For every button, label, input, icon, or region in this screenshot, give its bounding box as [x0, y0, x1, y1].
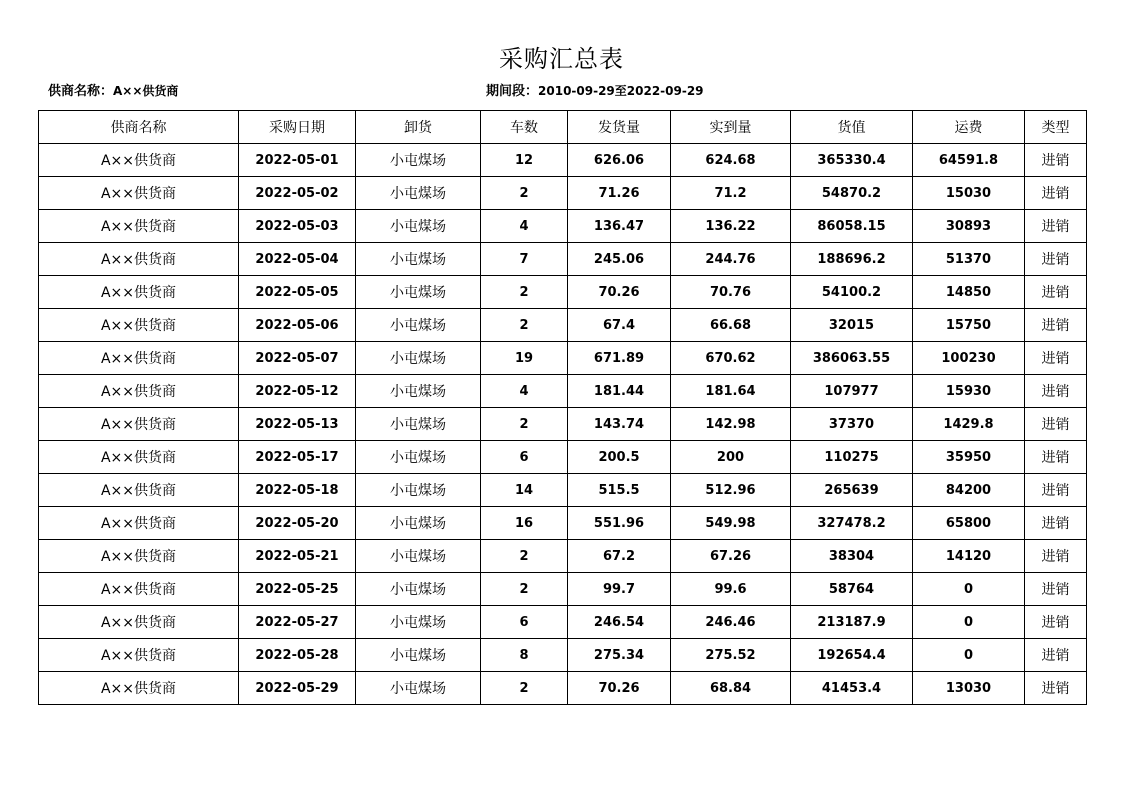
trucks-cell: 4 — [481, 375, 568, 408]
shipped-cell: 67.4 — [568, 309, 671, 342]
trucks-cell: 4 — [481, 210, 568, 243]
supplier-cell: A××供货商 — [39, 276, 239, 309]
date-cell: 2022-05-28 — [239, 639, 356, 672]
freight-cell: 51370 — [913, 243, 1025, 276]
type-cell: 进销 — [1025, 342, 1087, 375]
received-cell: 512.96 — [671, 474, 791, 507]
date-cell: 2022-05-04 — [239, 243, 356, 276]
received-cell: 246.46 — [671, 606, 791, 639]
unload-cell: 小屯煤场 — [356, 144, 481, 177]
type-cell: 进销 — [1025, 144, 1087, 177]
type-cell: 进销 — [1025, 474, 1087, 507]
type-cell: 进销 — [1025, 177, 1087, 210]
received-cell: 70.76 — [671, 276, 791, 309]
supplier-cell: A××供货商 — [39, 144, 239, 177]
shipped-cell: 200.5 — [568, 441, 671, 474]
header-freight: 运费 — [913, 111, 1025, 144]
value-cell: 41453.4 — [791, 672, 913, 705]
table-row — [39, 210, 1087, 243]
shipped-cell: 67.2 — [568, 540, 671, 573]
unload-cell: 小屯煤场 — [356, 507, 481, 540]
table-row — [39, 177, 1087, 210]
table-row — [39, 342, 1087, 375]
trucks-cell: 2 — [481, 540, 568, 573]
unload-cell: 小屯煤场 — [356, 309, 481, 342]
table-row — [39, 507, 1087, 540]
shipped-cell: 70.26 — [568, 672, 671, 705]
received-cell: 670.62 — [671, 342, 791, 375]
supplier-cell: A××供货商 — [39, 408, 239, 441]
value-cell: 110275 — [791, 441, 913, 474]
supplier-cell: A××供货商 — [39, 177, 239, 210]
period-field — [486, 82, 704, 101]
value-cell: 192654.4 — [791, 639, 913, 672]
unload-cell: 小屯煤场 — [356, 639, 481, 672]
trucks-cell: 6 — [481, 441, 568, 474]
shipped-cell: 181.44 — [568, 375, 671, 408]
header-shipped-qty: 发货量 — [568, 111, 671, 144]
period-value: 2010-09-29至2022-09-29 — [538, 84, 704, 98]
freight-cell: 65800 — [913, 507, 1025, 540]
shipped-cell: 143.74 — [568, 408, 671, 441]
value-cell: 32015 — [791, 309, 913, 342]
unload-cell: 小屯煤场 — [356, 573, 481, 606]
supplier-cell: A××供货商 — [39, 573, 239, 606]
shipped-cell: 136.47 — [568, 210, 671, 243]
type-cell: 进销 — [1025, 507, 1087, 540]
table-row — [39, 441, 1087, 474]
header-truck-count: 车数 — [481, 111, 568, 144]
date-cell: 2022-05-21 — [239, 540, 356, 573]
shipped-cell: 551.96 — [568, 507, 671, 540]
received-cell: 99.6 — [671, 573, 791, 606]
freight-cell: 0 — [913, 573, 1025, 606]
supplier-field — [48, 82, 178, 101]
header-purchase-date: 采购日期 — [239, 111, 356, 144]
type-cell: 进销 — [1025, 639, 1087, 672]
type-cell: 进销 — [1025, 210, 1087, 243]
received-cell: 136.22 — [671, 210, 791, 243]
date-cell: 2022-05-25 — [239, 573, 356, 606]
table-row — [39, 309, 1087, 342]
type-cell: 进销 — [1025, 276, 1087, 309]
table-row — [39, 639, 1087, 672]
supplier-cell: A××供货商 — [39, 606, 239, 639]
unload-cell: 小屯煤场 — [356, 177, 481, 210]
unload-cell: 小屯煤场 — [356, 474, 481, 507]
type-cell: 进销 — [1025, 375, 1087, 408]
unload-cell: 小屯煤场 — [356, 441, 481, 474]
unload-cell: 小屯煤场 — [356, 375, 481, 408]
value-cell: 213187.9 — [791, 606, 913, 639]
date-cell: 2022-05-03 — [239, 210, 356, 243]
unload-cell: 小屯煤场 — [356, 243, 481, 276]
supplier-value: A××供货商 — [113, 84, 179, 98]
purchase-summary-table — [38, 110, 1087, 705]
period-label: 期间段： — [486, 84, 539, 99]
supplier-cell: A××供货商 — [39, 243, 239, 276]
unload-cell: 小屯煤场 — [356, 408, 481, 441]
unload-cell: 小屯煤场 — [356, 276, 481, 309]
supplier-cell: A××供货商 — [39, 639, 239, 672]
type-cell: 进销 — [1025, 540, 1087, 573]
trucks-cell: 14 — [481, 474, 568, 507]
received-cell: 549.98 — [671, 507, 791, 540]
unload-cell: 小屯煤场 — [356, 210, 481, 243]
shipped-cell: 275.34 — [568, 639, 671, 672]
type-cell: 进销 — [1025, 243, 1087, 276]
table-row — [39, 606, 1087, 639]
freight-cell: 0 — [913, 639, 1025, 672]
table-body — [39, 144, 1087, 705]
value-cell: 327478.2 — [791, 507, 913, 540]
shipped-cell: 246.54 — [568, 606, 671, 639]
unload-cell: 小屯煤场 — [356, 540, 481, 573]
shipped-cell: 245.06 — [568, 243, 671, 276]
trucks-cell: 2 — [481, 276, 568, 309]
trucks-cell: 2 — [481, 309, 568, 342]
freight-cell: 15030 — [913, 177, 1025, 210]
shipped-cell: 626.06 — [568, 144, 671, 177]
date-cell: 2022-05-17 — [239, 441, 356, 474]
header-unload: 卸货 — [356, 111, 481, 144]
freight-cell: 15750 — [913, 309, 1025, 342]
shipped-cell: 70.26 — [568, 276, 671, 309]
supplier-cell: A××供货商 — [39, 210, 239, 243]
supplier-cell: A××供货商 — [39, 309, 239, 342]
header-supplier: 供商名称 — [39, 111, 239, 144]
trucks-cell: 8 — [481, 639, 568, 672]
table-row — [39, 672, 1087, 705]
trucks-cell: 2 — [481, 408, 568, 441]
freight-cell: 30893 — [913, 210, 1025, 243]
value-cell: 365330.4 — [791, 144, 913, 177]
supplier-cell: A××供货商 — [39, 672, 239, 705]
received-cell: 71.2 — [671, 177, 791, 210]
freight-cell: 15930 — [913, 375, 1025, 408]
header-type: 类型 — [1025, 111, 1087, 144]
value-cell: 54100.2 — [791, 276, 913, 309]
supplier-cell: A××供货商 — [39, 441, 239, 474]
received-cell: 200 — [671, 441, 791, 474]
received-cell: 68.84 — [671, 672, 791, 705]
unload-cell: 小屯煤场 — [356, 342, 481, 375]
freight-cell: 84200 — [913, 474, 1025, 507]
trucks-cell: 7 — [481, 243, 568, 276]
supplier-cell: A××供货商 — [39, 507, 239, 540]
received-cell: 181.64 — [671, 375, 791, 408]
date-cell: 2022-05-27 — [239, 606, 356, 639]
type-cell: 进销 — [1025, 441, 1087, 474]
supplier-cell: A××供货商 — [39, 342, 239, 375]
value-cell: 386063.55 — [791, 342, 913, 375]
shipped-cell: 71.26 — [568, 177, 671, 210]
type-cell: 进销 — [1025, 573, 1087, 606]
shipped-cell: 99.7 — [568, 573, 671, 606]
supplier-cell: A××供货商 — [39, 474, 239, 507]
date-cell: 2022-05-05 — [239, 276, 356, 309]
table-row — [39, 276, 1087, 309]
freight-cell: 0 — [913, 606, 1025, 639]
shipped-cell: 671.89 — [568, 342, 671, 375]
date-cell: 2022-05-01 — [239, 144, 356, 177]
type-cell: 进销 — [1025, 672, 1087, 705]
trucks-cell: 19 — [481, 342, 568, 375]
received-cell: 67.26 — [671, 540, 791, 573]
value-cell: 86058.15 — [791, 210, 913, 243]
table-row — [39, 243, 1087, 276]
header-received-qty: 实到量 — [671, 111, 791, 144]
table-row — [39, 375, 1087, 408]
freight-cell: 100230 — [913, 342, 1025, 375]
page-title: 采购汇总表 — [499, 45, 624, 73]
table-row — [39, 474, 1087, 507]
table-header-row — [39, 111, 1087, 144]
freight-cell: 14120 — [913, 540, 1025, 573]
table-row — [39, 540, 1087, 573]
unload-cell: 小屯煤场 — [356, 672, 481, 705]
received-cell: 624.68 — [671, 144, 791, 177]
freight-cell: 35950 — [913, 441, 1025, 474]
freight-cell: 14850 — [913, 276, 1025, 309]
value-cell: 37370 — [791, 408, 913, 441]
trucks-cell: 16 — [481, 507, 568, 540]
date-cell: 2022-05-13 — [239, 408, 356, 441]
date-cell: 2022-05-02 — [239, 177, 356, 210]
date-cell: 2022-05-18 — [239, 474, 356, 507]
received-cell: 142.98 — [671, 408, 791, 441]
supplier-cell: A××供货商 — [39, 540, 239, 573]
header-goods-value: 货值 — [791, 111, 913, 144]
value-cell: 107977 — [791, 375, 913, 408]
trucks-cell: 6 — [481, 606, 568, 639]
freight-cell: 1429.8 — [913, 408, 1025, 441]
trucks-cell: 2 — [481, 672, 568, 705]
value-cell: 188696.2 — [791, 243, 913, 276]
value-cell: 54870.2 — [791, 177, 913, 210]
received-cell: 275.52 — [671, 639, 791, 672]
type-cell: 进销 — [1025, 408, 1087, 441]
date-cell: 2022-05-29 — [239, 672, 356, 705]
type-cell: 进销 — [1025, 606, 1087, 639]
unload-cell: 小屯煤场 — [356, 606, 481, 639]
supplier-label: 供商名称： — [48, 84, 114, 99]
supplier-cell: A××供货商 — [39, 375, 239, 408]
shipped-cell: 515.5 — [568, 474, 671, 507]
table-row — [39, 144, 1087, 177]
type-cell: 进销 — [1025, 309, 1087, 342]
table-row — [39, 408, 1087, 441]
date-cell: 2022-05-07 — [239, 342, 356, 375]
trucks-cell: 2 — [481, 177, 568, 210]
date-cell: 2022-05-06 — [239, 309, 356, 342]
received-cell: 66.68 — [671, 309, 791, 342]
trucks-cell: 12 — [481, 144, 568, 177]
value-cell: 38304 — [791, 540, 913, 573]
value-cell: 58764 — [791, 573, 913, 606]
received-cell: 244.76 — [671, 243, 791, 276]
freight-cell: 64591.8 — [913, 144, 1025, 177]
date-cell: 2022-05-20 — [239, 507, 356, 540]
trucks-cell: 2 — [481, 573, 568, 606]
value-cell: 265639 — [791, 474, 913, 507]
date-cell: 2022-05-12 — [239, 375, 356, 408]
freight-cell: 13030 — [913, 672, 1025, 705]
table-row — [39, 573, 1087, 606]
